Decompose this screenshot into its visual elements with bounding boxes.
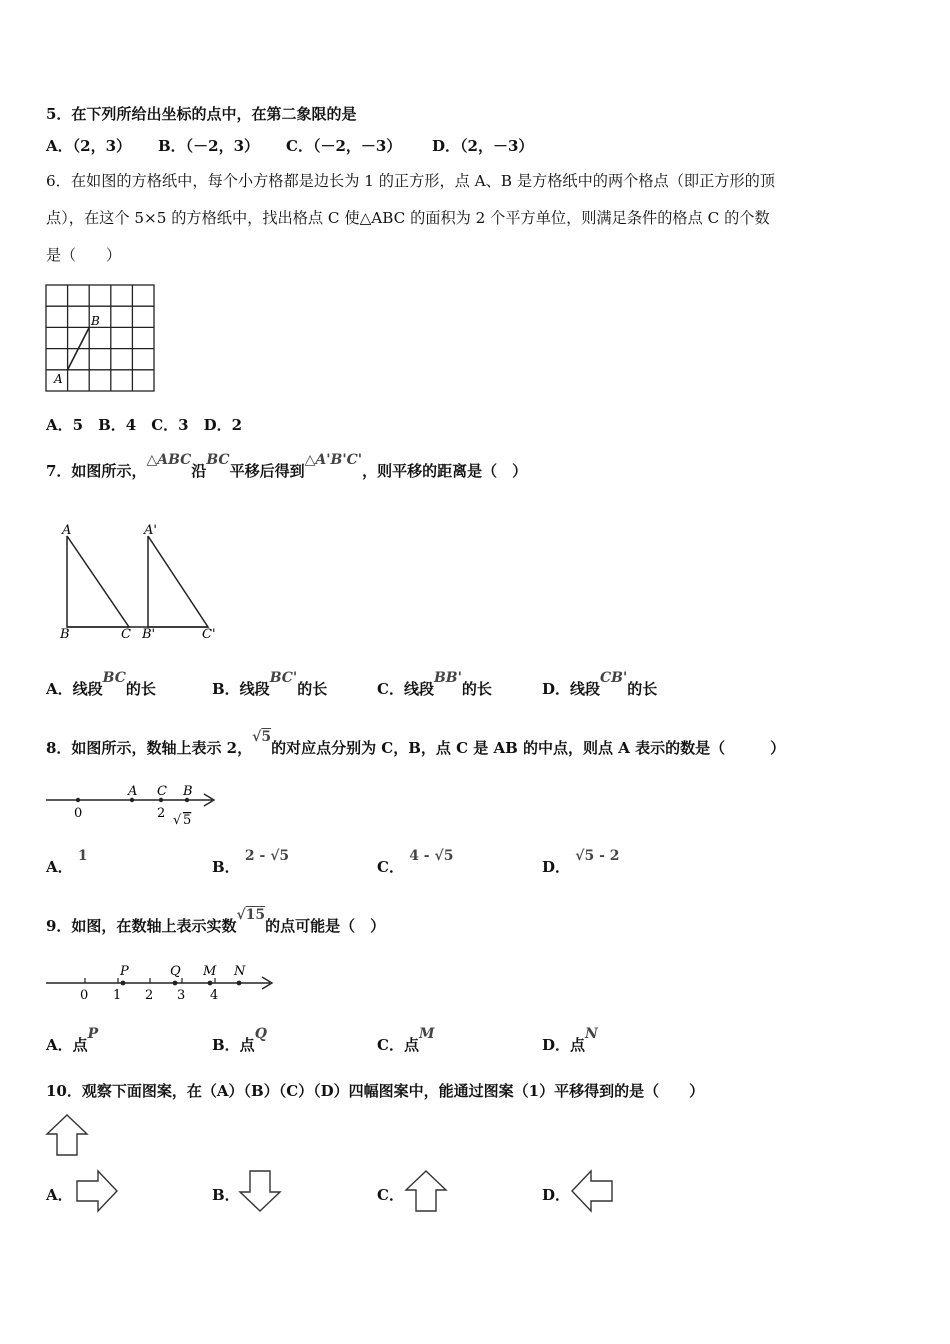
q6-options: A．5 B．4 C．3 D．2 (46, 416, 243, 434)
q6-stem-line2: 点），在这个 5×5 的方格纸中，找出格点 C 使△ABC 的面积为 2 个平方单位，则满足条件的格点 C 的个数 (46, 209, 770, 227)
q9-point-p: P (120, 964, 129, 979)
q10-option-c: C． (377, 1186, 404, 1204)
q7-option-b: B．线段BC'的长 (212, 670, 328, 698)
q5-option-c: C．（－2，－3） (286, 137, 402, 155)
q8-label-c: C (157, 784, 167, 799)
q8-stem: 8．如图所示，数轴上表示 2，√5的对应点分别为 C，B，点 C 是 AB 的中点，则点 A 表示的数是（ ） (46, 729, 786, 757)
q6-label-b: B (91, 314, 100, 328)
q10-figure-1-up-arrow (44, 1112, 90, 1158)
q9-tick-2: 2 (145, 988, 154, 1002)
q9-tick-0: 0 (80, 988, 89, 1002)
q8-option-d: D． √5 - 2 (542, 848, 620, 876)
q6-label-a: A (54, 372, 63, 386)
q10-option-b: B． (212, 1186, 240, 1204)
q9-option-b: B．点Q (212, 1026, 267, 1054)
q9-option-a: A．点P (46, 1026, 99, 1054)
q10-option-c-up-arrow (403, 1168, 449, 1214)
q8-label-sqrt5: 5 (183, 813, 192, 828)
q9-tick-4: 4 (210, 988, 219, 1002)
q7-fig-c2: C' (202, 627, 216, 642)
q9-option-d: D．点N (542, 1026, 598, 1054)
q7-fig-b2: B' (142, 627, 156, 642)
q7-option-c: C．线段BB'的长 (377, 670, 492, 698)
q7-fig-a: A (62, 523, 72, 538)
q8-label-0: 0 (74, 806, 83, 821)
q8-sqrt5: √5 (252, 729, 272, 745)
q9-point-n: N (234, 964, 246, 979)
q8-label-a: A (128, 784, 138, 799)
q6-stem-line3: 是（ ） (46, 246, 122, 264)
q10-option-a: A． (46, 1186, 73, 1204)
q7-stem: 7．如图所示，△ABC沿BC平移后得到△A'B'C'，则平移的距离是（ ） (46, 452, 528, 480)
q9-stem: 9．如图，在数轴上表示实数√15的点可能是（ ） (46, 907, 386, 935)
q9-point-m: M (203, 964, 217, 979)
q7-triangle-figure (56, 518, 226, 646)
q10-option-d: D． (542, 1186, 571, 1204)
q9-point-q: Q (170, 964, 181, 979)
q8-option-c: C． 4 - √5 (377, 848, 454, 876)
q9-number-line (44, 962, 278, 1002)
q7-option-a: A．线段BC的长 (46, 670, 156, 698)
q8-label-b: B (183, 784, 193, 799)
q8-option-b: B． 2 - √5 (212, 848, 290, 876)
q10-option-d-left-arrow (569, 1168, 615, 1214)
q8-number-line (44, 782, 224, 828)
q6-grid-figure (44, 282, 158, 394)
q5-option-d: D．（2，－3） (432, 137, 534, 155)
q7-fig-a2: A' (144, 523, 157, 538)
q7-fig-b: B (60, 627, 70, 642)
q5-stem: 5．在下列所给出坐标的点中，在第二象限的是 (46, 105, 357, 123)
q9-tick-1: 1 (113, 988, 122, 1002)
q7-option-d: D．线段CB'的长 (542, 670, 658, 698)
q7-fig-c: C (121, 627, 131, 642)
q5-option-b: B．（－2，3） (158, 137, 260, 155)
q10-option-a-right-arrow (74, 1168, 120, 1214)
q6-stem-line1: 6．在如图的方格纸中，每个小方格都是边长为 1 的正方形，点 A、B 是方格纸中的两个格点（即正方形的顶 (46, 172, 776, 190)
q10-stem: 10．观察下面图案，在（A）（B）（C）（D）四幅图案中，能通过图案（1）平移得到的是（ ） (46, 1082, 705, 1100)
q8-option-a: A． 1 (46, 848, 88, 876)
q9-tick-3: 3 (177, 988, 186, 1002)
q9-sqrt15: √15 (236, 907, 266, 923)
q8-label-sqrt-sign: √ (173, 813, 182, 828)
q8-label-2: 2 (157, 806, 166, 821)
q9-option-c: C．点M (377, 1026, 435, 1054)
q5-option-a: A．（2，3） (46, 137, 132, 155)
q10-option-b-down-arrow (237, 1168, 283, 1214)
